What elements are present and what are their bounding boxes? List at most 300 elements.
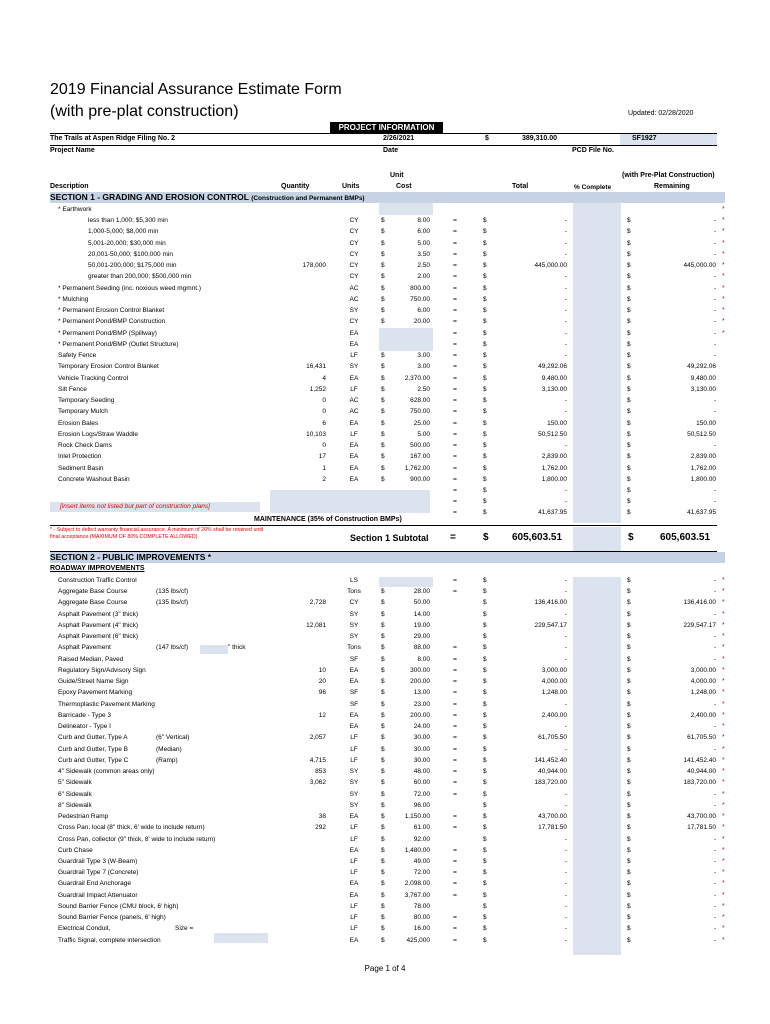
sec2-description: Curb and Gutter, Type B	[58, 745, 128, 753]
sec1-total: -	[564, 273, 567, 281]
sec2-warranty-mark: *	[722, 936, 725, 944]
sec2-remaining: -	[713, 869, 716, 877]
sec1-description: * Permanent Pond/BMP Construction	[58, 318, 166, 326]
sec2-description: Curb and Gutter, Type C	[58, 756, 129, 764]
sec2-total-dollar: $	[483, 655, 487, 663]
sec2-equals: =	[453, 779, 457, 787]
table-row	[0, 642, 770, 653]
project-rule	[50, 145, 717, 146]
sec1-unit-cost: 6.00	[417, 228, 430, 236]
sec2-cost-dollar: $	[381, 633, 385, 641]
sec1-remaining: 445,000.00	[683, 262, 716, 270]
table-row	[0, 204, 770, 215]
sec1-warranty-mark: *	[722, 329, 725, 337]
table-row	[0, 215, 770, 226]
sec2-remaining-dollar: $	[627, 768, 631, 776]
roadway-improvements-heading: ROADWAY IMPROVEMENTS	[50, 565, 145, 572]
sec2-cost-dollar: $	[381, 666, 385, 674]
sec2-unit-cost: 24.00	[413, 723, 430, 731]
sec2-cost-dollar: $	[381, 914, 385, 922]
sec2-warranty-mark: *	[722, 869, 725, 877]
sec1-total-dollar: $	[483, 464, 487, 472]
table-row	[0, 923, 770, 934]
sec1-cost-dollar: $	[381, 352, 385, 360]
sec2-spec: (147 lbs/cf)	[156, 644, 189, 652]
sec2-unit: CY	[349, 599, 359, 607]
insert-items-note[interactable]: [insert items not listed but part of construction plans]	[50, 502, 260, 512]
table-row	[0, 361, 770, 372]
sec2-spec: (Median)	[156, 745, 182, 753]
sec2-unit-cost: 92.00	[413, 835, 430, 843]
table-row	[0, 620, 770, 631]
sec2-total: -	[564, 633, 567, 641]
sec2-unit: LF	[350, 824, 358, 832]
sec2-cost-dollar: $	[381, 745, 385, 753]
sec1-unit: EA	[349, 442, 359, 450]
header-rule	[50, 133, 717, 134]
sec1-unit: SY	[349, 363, 359, 371]
pcd-file-value: SF1927	[632, 135, 657, 142]
sec2-remaining-dollar: $	[627, 666, 631, 674]
sec1-cost-dollar: $	[381, 475, 385, 483]
sec2-total: -	[564, 846, 567, 854]
subtotal-dollar: $	[483, 532, 489, 543]
sec2-remaining-dollar: $	[627, 745, 631, 753]
sec1-unit-cost: 3.00	[417, 352, 430, 360]
sec2-remaining: 4,000.00	[690, 678, 716, 686]
sec1-remaining-dollar: $	[627, 374, 631, 382]
sec1-quantity: 1	[322, 464, 326, 472]
col-quantity: Quantity	[281, 183, 310, 190]
sec2-cost-dollar: $	[381, 869, 385, 877]
sec2-equals: =	[453, 858, 457, 865]
sec1-equals: =	[453, 295, 457, 303]
col-remaining: Remaining	[654, 183, 690, 190]
sec2-cost-dollar: $	[381, 588, 385, 596]
sec1-remaining: -	[713, 442, 716, 450]
sec2-unit-cost: 13.00	[413, 689, 430, 697]
table-row	[0, 744, 770, 755]
table-row	[0, 249, 770, 260]
sec1-total-dollar: $	[483, 430, 487, 438]
sec2-equals: =	[453, 813, 457, 821]
sec2-quantity: 38	[318, 813, 326, 821]
table-row	[0, 822, 770, 833]
sec2-remaining-dollar: $	[627, 723, 631, 731]
sec2-warranty-mark: *	[722, 678, 725, 686]
sec1-remaining: -	[713, 250, 716, 258]
sec1-description: Concrete Washout Basin	[58, 475, 130, 483]
sec1-warranty-mark: *	[722, 318, 725, 326]
sec2-warranty-mark: *	[722, 633, 725, 641]
sec2-remaining-dollar: $	[627, 700, 631, 708]
sec2-warranty-mark: *	[722, 723, 725, 731]
table-row	[0, 609, 770, 620]
sec2-warranty-mark: *	[722, 610, 725, 618]
sec1-warranty-mark: *	[722, 262, 725, 270]
sec2-unit: SY	[349, 621, 359, 629]
sec1-description: 5,001-20,000; $30,000 min	[88, 239, 166, 247]
sec2-quantity: 3,062	[309, 779, 326, 787]
sec1-remaining-dollar: $	[627, 487, 631, 494]
sec2-warranty-mark: *	[722, 700, 725, 708]
sec2-equals: =	[453, 655, 457, 663]
sec2-unit: EA	[349, 880, 359, 888]
sec2-cost-dollar: $	[381, 902, 385, 910]
sec1-remaining: -	[713, 307, 716, 315]
sec2-description: Aggregate Base Course	[58, 588, 128, 596]
table-row	[0, 631, 770, 642]
sec2-total: -	[564, 891, 567, 899]
sec1-unit-cost: 2.50	[417, 385, 430, 393]
sec1-cost-dollar: $	[381, 464, 385, 472]
col-preplat: (with Pre-Plat Construction)	[622, 172, 715, 179]
table-row	[0, 800, 770, 811]
sec1-remaining-dollar: $	[627, 318, 631, 326]
sec1-total: -	[564, 498, 567, 506]
sec2-description: Sound Barrier Fence (panels, 6' high)	[58, 914, 166, 922]
table-row	[0, 710, 770, 721]
form-title-line1: 2019 Financial Assurance Estimate Form	[50, 81, 342, 98]
sec2-cost-dollar: $	[381, 891, 385, 899]
sec1-cost-dollar: $	[381, 385, 385, 393]
sec1-total: 3,130.00	[541, 385, 567, 393]
sec2-remaining-dollar: $	[627, 756, 631, 764]
sec2-spec: (Ramp)	[156, 756, 178, 764]
sec2-unit-cost: 200.00	[410, 711, 430, 719]
sec2-equals: =	[453, 869, 457, 877]
sec1-equals: =	[453, 475, 457, 483]
sec2-remaining: -	[713, 723, 716, 731]
sec1-remaining-dollar: $	[627, 442, 631, 450]
sec1-equals: =	[453, 442, 457, 450]
sec2-warranty-mark: *	[722, 621, 725, 629]
sec1-remaining-dollar: $	[627, 307, 631, 315]
sec1-remaining-dollar: $	[627, 295, 631, 303]
sec2-total: 43,700.00	[538, 813, 567, 821]
sec2-equals: =	[453, 790, 457, 798]
sec2-remaining-dollar: $	[627, 588, 631, 596]
subtotal-dollar-remaining: $	[628, 532, 634, 543]
sec2-remaining: -	[713, 588, 716, 596]
sec2-description: Delineator - Type I	[58, 723, 111, 731]
sec1-total: 49,292.06	[538, 363, 567, 371]
sec1-equals: =	[453, 498, 457, 506]
sec2-equals: =	[453, 745, 457, 753]
sec2-total: -	[564, 745, 567, 753]
sec1-remaining: 3,130.00	[690, 385, 716, 393]
sec1-remaining-dollar: $	[627, 352, 631, 360]
sec1-quantity: 1,252	[309, 385, 326, 393]
sec2-remaining-dollar: $	[627, 813, 631, 821]
sec2-total: -	[564, 914, 567, 922]
sec2-unit: Tons	[347, 644, 361, 652]
sec2-unit-cost: 19.00	[413, 621, 430, 629]
sec2-quantity: 2,057	[309, 734, 326, 742]
project-amount-dollar: $	[485, 135, 489, 142]
sec2-total-dollar: $	[483, 925, 487, 933]
sec2-remaining-dollar: $	[627, 644, 631, 652]
sec2-remaining-dollar: $	[627, 633, 631, 641]
sec2-total: 17,781.50	[538, 824, 567, 832]
sec2-remaining-dollar: $	[627, 824, 631, 832]
sec1-description: 1,000-5,000; $8,000 min	[88, 228, 159, 236]
sec2-total-dollar: $	[483, 914, 487, 922]
sec2-total-dollar: $	[483, 666, 487, 674]
sec2-cost-dollar: $	[381, 768, 385, 776]
sec1-equals: =	[453, 464, 457, 472]
table-row	[0, 406, 770, 417]
sec2-description: 5" Sidewalk	[58, 779, 92, 787]
sec1-remaining-dollar: $	[627, 363, 631, 371]
sec1-remaining: -	[713, 487, 716, 494]
sec2-unit: EA	[349, 666, 359, 674]
sec2-total: -	[564, 610, 567, 618]
sec2-remaining-dollar: $	[627, 869, 631, 877]
sec1-unit-cost: 750.00	[410, 295, 430, 303]
sec2-remaining-dollar: $	[627, 790, 631, 798]
sec2-description: Guardrail Type 3 (W-Beam)	[58, 858, 138, 865]
sec2-equals: =	[453, 723, 457, 731]
sec2-unit: LF	[350, 925, 358, 933]
sec1-unit: EA	[349, 419, 359, 427]
sec1-cost-dollar: $	[381, 419, 385, 427]
sec1-remaining: 1,800.00	[690, 475, 716, 483]
sec1-remaining-dollar: $	[627, 340, 631, 348]
sec2-cost-dollar: $	[381, 835, 385, 843]
sec2-unit-cost: 96.00	[413, 801, 430, 809]
sec1-total-dollar: $	[483, 239, 487, 247]
sec2-cost-dollar: $	[381, 801, 385, 809]
sec1-description: * Mulching	[58, 295, 89, 303]
sec1-remaining: 49,292.06	[687, 363, 716, 371]
sec2-total-dollar: $	[483, 768, 487, 776]
sec2-warranty-mark: *	[722, 666, 725, 674]
sec1-remaining: -	[713, 217, 716, 225]
sec1-remaining-dollar: $	[627, 228, 631, 236]
sec1-remaining-dollar: $	[627, 475, 631, 483]
sec2-remaining: -	[713, 700, 716, 708]
sec1-total: -	[564, 307, 567, 315]
sec2-description: Barricade - Type 3	[58, 711, 111, 719]
sec2-cost-dollar: $	[381, 700, 385, 708]
sec2-remaining-dollar: $	[627, 936, 631, 944]
sec2-total: -	[564, 835, 567, 843]
sec2-equals: =	[453, 891, 457, 899]
sec1-remaining-dollar: $	[627, 250, 631, 258]
sec1-cost-dollar: $	[381, 295, 385, 303]
sec1-total-dollar: $	[483, 374, 487, 382]
table-row	[0, 654, 770, 665]
sec2-unit-cost: 300.00	[410, 666, 430, 674]
sec1-cost-dollar: $	[381, 363, 385, 371]
sec2-warranty-mark: *	[722, 768, 725, 776]
sec1-total-dollar: $	[483, 295, 487, 303]
sec2-unit: LF	[350, 756, 358, 764]
sec1-equals: =	[453, 239, 457, 247]
sec1-warranty-mark: *	[722, 284, 725, 292]
sec2-remaining: 2,400.00	[690, 711, 716, 719]
sec2-equals: =	[453, 577, 457, 584]
sec1-description: Silt Fence	[58, 385, 87, 393]
sec1-total: -	[564, 442, 567, 450]
sec2-unit: SF	[349, 655, 359, 663]
sec2-warranty-mark: *	[722, 711, 725, 719]
sec1-unit-cost: 5.00	[417, 430, 430, 438]
sec1-equals: =	[453, 318, 457, 326]
sec2-warranty-mark: *	[722, 846, 725, 854]
table-row	[0, 463, 770, 474]
sec1-remaining: -	[713, 397, 716, 405]
sec1-warranty-mark: *	[722, 295, 725, 303]
sec1-quantity: 4	[322, 374, 326, 382]
sec2-unit: LF	[350, 734, 358, 742]
sec1-cost-dollar: $	[381, 239, 385, 247]
sec2-total: -	[564, 925, 567, 933]
sec1-total: -	[564, 487, 567, 494]
sec1-unit-cost: 500.00	[410, 442, 430, 450]
sec2-remaining-dollar: $	[627, 678, 631, 686]
sec1-total-dollar: $	[483, 307, 487, 315]
sec1-total: -	[564, 295, 567, 303]
sec2-total: -	[564, 723, 567, 731]
sec2-total: -	[564, 700, 567, 708]
sec1-total: 1,762.00	[541, 464, 567, 472]
sec1-cost-dollar: $	[381, 273, 385, 281]
sec2-description: Raised Median, Paved	[58, 655, 124, 663]
table-row	[0, 766, 770, 777]
sec2-warranty-mark: *	[722, 756, 725, 764]
sec2-description: Cross Pan, collector (9" thick, 8' wide to include return)	[58, 835, 216, 843]
pct-complete-subtotal	[573, 527, 621, 552]
sec2-description: Aggregate Base Course	[58, 599, 128, 607]
sec1-description: Safety Fence	[58, 352, 97, 360]
table-row	[0, 586, 770, 597]
sec2-unit-cost: 8.00	[417, 655, 430, 663]
sec1-description: less than 1,000; $5,300 min	[88, 217, 168, 225]
sec2-remaining: -	[713, 835, 716, 843]
sec1-unit-cost: 628.00	[410, 397, 430, 405]
sec1-total-dollar: $	[483, 453, 487, 461]
sec1-cost-dollar: $	[381, 318, 385, 326]
sec1-equals: =	[453, 284, 457, 292]
sec1-unit-cost: 2.00	[417, 273, 430, 281]
sec2-description: 4" Sidewalk (common areas only)	[58, 768, 155, 776]
sec1-description: * Permanent Pond/BMP (Outlet Structure)	[58, 340, 179, 348]
sec2-equals: =	[453, 700, 457, 708]
sec1-remaining-dollar: $	[627, 385, 631, 393]
sec1-remaining-dollar: $	[627, 273, 631, 281]
sec1-remaining-dollar: $	[627, 397, 631, 405]
sec2-unit: SY	[349, 633, 359, 641]
table-row	[0, 789, 770, 800]
sec2-description: Construction Traffic Control	[58, 577, 137, 584]
sec2-total-dollar: $	[483, 723, 487, 731]
sec1-total: 41,637.95	[538, 509, 567, 517]
sec2-total: -	[564, 902, 567, 910]
sec1-total-dollar: $	[483, 385, 487, 393]
sec1-equals: =	[453, 363, 457, 371]
sec2-quantity: 20	[318, 678, 326, 686]
sec2-remaining-dollar: $	[627, 914, 631, 922]
sec1-unit-cost: 20.00	[413, 318, 430, 326]
sec2-quantity: 2,728	[309, 599, 326, 607]
sec2-warranty-mark: *	[722, 588, 725, 596]
sec1-remaining: -	[713, 295, 716, 303]
sec2-warranty-mark: *	[722, 745, 725, 753]
sec2-remaining: -	[713, 745, 716, 753]
sec2-spec: (6" Vertical)	[156, 734, 190, 742]
sec1-total-dollar: $	[483, 352, 487, 360]
sec2-remaining-dollar: $	[627, 655, 631, 663]
sec2-spec: Size =	[175, 925, 194, 933]
table-row	[0, 901, 770, 912]
sec2-total-dollar: $	[483, 790, 487, 798]
sec2-equals: =	[453, 588, 457, 596]
sec2-total-dollar: $	[483, 745, 487, 753]
sec1-cost-dollar: $	[381, 307, 385, 315]
sec2-unit: SF	[349, 700, 359, 708]
sec1-total-dollar: $	[483, 273, 487, 281]
sec1-remaining-dollar: $	[627, 262, 631, 270]
sec2-remaining-dollar: $	[627, 858, 631, 865]
sec1-total-dollar: $	[483, 498, 487, 506]
sec1-total: -	[564, 217, 567, 225]
sec2-total: -	[564, 577, 567, 584]
sec2-unit-cost: 49.00	[413, 858, 430, 865]
updated-date: Updated: 02/28/2020	[628, 110, 694, 117]
sec2-equals: =	[453, 914, 457, 922]
sec2-unit: SY	[349, 610, 359, 618]
sec2-description: Asphalt Pavement (4" thick)	[58, 621, 138, 629]
sec2-unit-cost: 16.00	[413, 925, 430, 933]
sec1-cost-dollar: $	[381, 284, 385, 292]
sec2-cost-dollar: $	[381, 813, 385, 821]
sec2-remaining-dollar: $	[627, 711, 631, 719]
sec1-unit: CY	[349, 250, 359, 258]
sec2-warranty-mark: *	[722, 734, 725, 742]
sec1-remaining: 9,480.00	[690, 374, 716, 382]
project-date-value: 2/26/2021	[383, 135, 415, 142]
sec1-cost-dollar: $	[381, 217, 385, 225]
sec2-remaining: 61,705.50	[687, 734, 716, 742]
sec2-unit: Tons	[347, 588, 361, 596]
sec2-remaining-dollar: $	[627, 880, 631, 888]
sec1-warranty-mark: *	[722, 217, 725, 225]
sec2-equals: =	[453, 756, 457, 764]
sec1-total-dollar: $	[483, 329, 487, 337]
sec2-unit-cost: 1,150.00	[404, 813, 430, 821]
sec2-total-dollar: $	[483, 700, 487, 708]
sec1-unit: AC	[349, 295, 359, 303]
sec1-description: Inlet Protection	[58, 453, 102, 461]
sec2-total: 141,452.40	[534, 756, 567, 764]
sec2-equals: =	[453, 689, 457, 697]
section1-subtitle: (Construction and Permanent BMPs)	[251, 195, 365, 202]
sec1-total-dollar: $	[483, 340, 487, 348]
sec1-equals: =	[453, 273, 457, 281]
sec2-total: -	[564, 790, 567, 798]
sec1-remaining: -	[713, 273, 716, 281]
table-row	[0, 867, 770, 878]
sec1-description: greater than 200,000; $500,000 min	[88, 273, 192, 281]
sec1-unit: LF	[350, 385, 358, 393]
sec2-unit: SY	[349, 790, 359, 798]
table-row	[0, 384, 770, 395]
sec2-unit: EA	[349, 723, 359, 731]
table-row	[0, 451, 770, 462]
sec1-remaining: -	[713, 340, 716, 348]
